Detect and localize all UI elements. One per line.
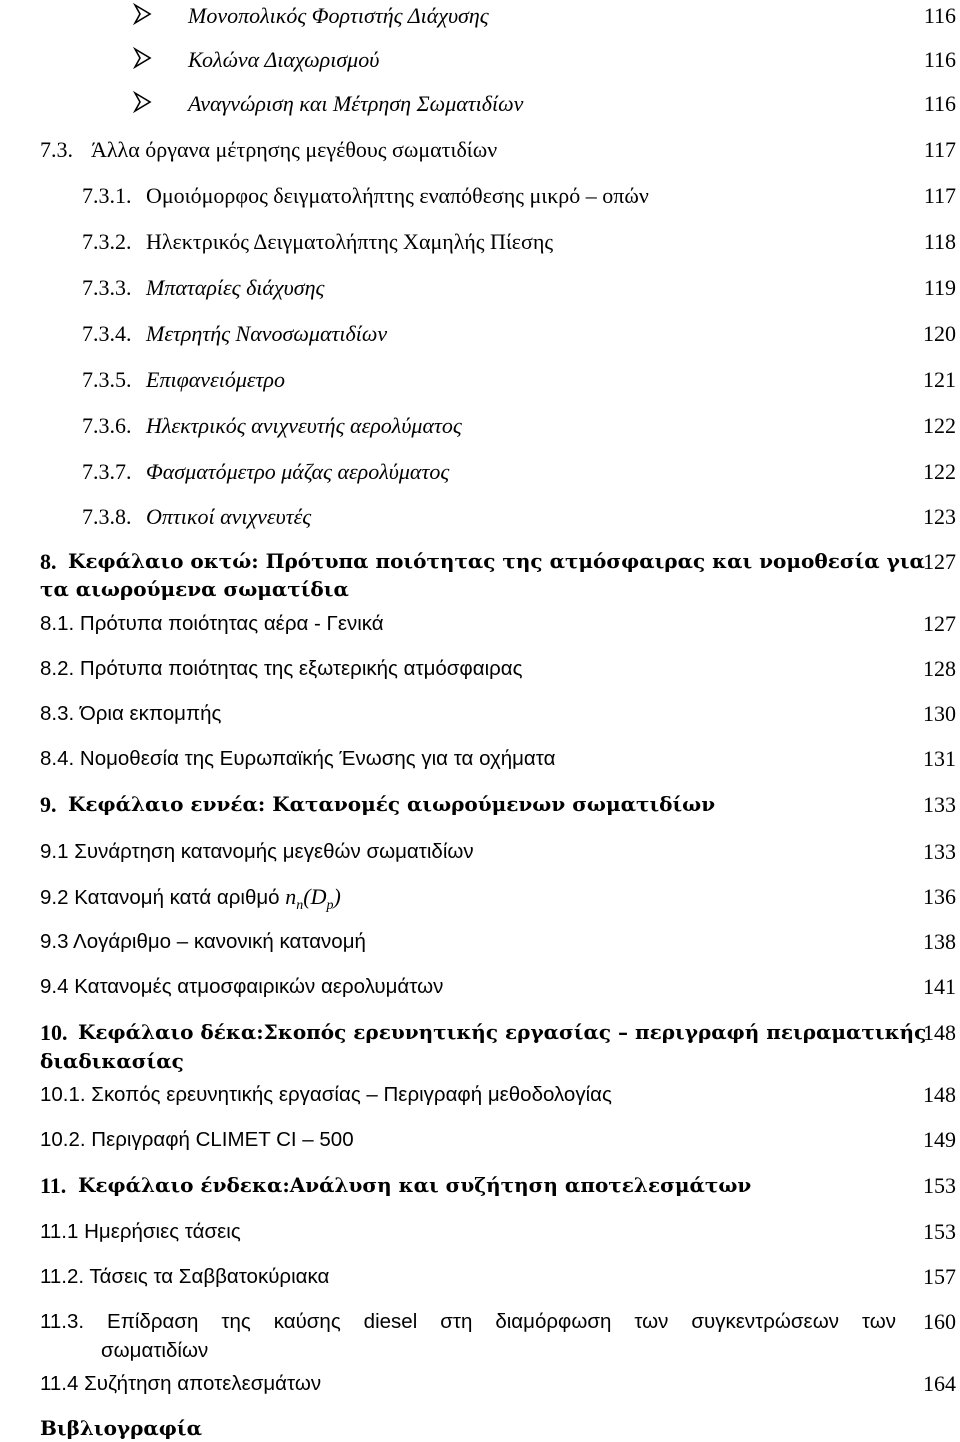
toc-page-number: 119 (923, 275, 956, 300)
toc-page-number: 116 (923, 91, 956, 116)
toc-entry-number: 7.3.1. (82, 183, 132, 208)
arrow-bullet-icon (133, 3, 153, 25)
toc-chapter-number: 8. (40, 549, 57, 574)
toc-entry-title: 11.4 Συζήτηση αποτελεσμάτων (40, 1372, 322, 1395)
toc-page-number: 122 (923, 459, 956, 484)
toc-page-number: 120 (923, 321, 956, 346)
toc-entry-title: Αναγνώριση και Μέτρηση Σωματιδίων (188, 91, 524, 116)
toc-page-number: 127 (923, 549, 956, 574)
toc-entry-number: 7.3.4. (82, 321, 132, 346)
toc-page-number: 122 (923, 413, 956, 438)
toc-chapter-title: διαδικασίας (40, 1049, 184, 1073)
toc-chapter-number: 11. (40, 1173, 67, 1198)
toc-page-number: 160 (923, 1309, 956, 1334)
toc-page-number: 153 (923, 1219, 956, 1244)
toc-entry-number: 7.3.2. (82, 229, 132, 254)
toc-page-number: 136 (923, 884, 956, 909)
toc-page-number: 128 (923, 656, 956, 681)
math-symbol-n: n (285, 884, 297, 909)
toc-page-number: 117 (923, 183, 956, 208)
toc-page-number: 118 (923, 229, 956, 254)
toc-entry-title (40, 883, 341, 919)
toc-entry-title-prefix: 9.2 Κατανομή κατά αριθμό (40, 886, 286, 909)
toc-entry-title: 10.2. Περιγραφή CLIMET CI – 500 (40, 1128, 354, 1151)
bibliography-heading: Βιβλιογραφία (40, 1416, 202, 1440)
toc-entry-title: 8.1. Πρότυπα ποιότητας αέρα - Γενικά (40, 612, 384, 635)
toc-page-number: 116 (923, 3, 956, 28)
toc-chapter-number: 10. (40, 1020, 68, 1045)
toc-page-number: 133 (923, 839, 956, 864)
toc-entry-title: 11.1 Ημερήσιες τάσεις (40, 1220, 241, 1243)
toc-chapter-title: τα αιωρούμενα σωματίδια (40, 577, 349, 601)
toc-page-number: 138 (923, 929, 956, 954)
toc-entry-number: 7.3. (40, 137, 73, 162)
toc-entry-title: Μετρητής Νανοσωματιδίων (146, 321, 388, 346)
toc-entry-title: 8.4. Νομοθεσία της Ευρωπαϊκής Ένωσης για τα οχήματα (40, 747, 556, 770)
toc-entry-title: 9.1 Συνάρτηση κατανομής μεγεθών σωματιδίων (40, 840, 474, 863)
toc-page-number: 131 (923, 746, 956, 771)
toc-page-number: 123 (923, 504, 956, 529)
toc-entry-title: Ηλεκτρικός Δειγματολήπτης Χαμηλής Πίεσης (146, 229, 554, 254)
toc-entry-title: Επιφανειόμετρο (146, 367, 285, 392)
toc-page-number: 148 (923, 1020, 956, 1045)
toc-entry-title: 11.2. Τάσεις τα Σαββατοκύριακα (40, 1265, 330, 1288)
toc-page-number: 133 (923, 792, 956, 817)
toc-entry-title: Ηλεκτρικός ανιχνευτής αερολύματος (146, 413, 462, 438)
toc-entry-title: Άλλα όργανα μέτρησης μεγέθους σωματιδίων (91, 137, 498, 162)
arrow-bullet-icon (133, 91, 153, 113)
toc-chapter-title: Κεφάλαιο οκτώ: Πρότυπα ποιότητας της ατμόσφαιρας και νομοθεσία για (68, 549, 925, 573)
toc-entry-number: 7.3.7. (82, 459, 132, 484)
toc-entry-number: 7.3.5. (82, 367, 132, 392)
toc-chapter-title: Κεφάλαιο ένδεκα:Ανάλυση και συζήτηση αποτελεσμάτων (78, 1173, 752, 1197)
toc-page-number: 157 (923, 1264, 956, 1289)
toc-entry-number: 7.3.8. (82, 504, 132, 529)
math-paren-close: ) (333, 884, 341, 909)
toc-entry-title: Κολώνα Διαχωρισμού (188, 47, 380, 72)
toc-page-number: 149 (923, 1127, 956, 1152)
toc-chapter-number: 9. (40, 792, 57, 817)
math-subscript-n: n (296, 898, 304, 914)
toc-entry-title: 9.3 Λογάριθμο – κανονική κατανομή (40, 930, 366, 953)
toc-page-number: 164 (923, 1371, 956, 1396)
toc-entry-title: σωματιδίων (101, 1339, 209, 1362)
toc-entry-title: Μπαταρίες διάχυσης (146, 275, 325, 300)
toc-entry-title: 8.3. Όρια εκπομπής (40, 702, 222, 725)
toc-entry-title: Φασματόμετρο μάζας αερολύματος (146, 459, 450, 484)
toc-page-number: 153 (923, 1173, 956, 1198)
toc-entry-title: 10.1. Σκοπός ερευνητικής εργασίας – Περιγραφή μεθοδολογίας (40, 1083, 612, 1106)
toc-page-number: 121 (923, 367, 956, 392)
toc-entry-title: Ομοιόμορφος δειγματολήπτης εναπόθεσης μικρό – οπών (146, 183, 649, 208)
toc-page-number: 141 (923, 974, 956, 999)
toc-page-number: 116 (923, 47, 956, 72)
toc-chapter-title: Κεφάλαιο εννέα: Κατανομές αιωρούμενων σωματιδίων (68, 792, 716, 816)
toc-entry-title: 9.4 Κατανομές ατμοσφαιρικών αερολυμάτων (40, 975, 444, 998)
toc-page-number: 117 (923, 137, 956, 162)
toc-entry-number: 7.3.3. (82, 275, 132, 300)
math-symbol-d: (D (303, 884, 327, 909)
toc-entry-title: Μονοπολικός Φορτιστής Διάχυσης (188, 3, 489, 28)
toc-entry-number: 7.3.6. (82, 413, 132, 438)
toc-page-number: 130 (923, 701, 956, 726)
toc-entry-title: Οπτικοί ανιχνευτές (146, 504, 312, 529)
math-subscript-p: p (326, 898, 334, 914)
toc-entry-title: 11.3. Επίδραση της καύσης diesel στη διαμόρφωση των συγκεντρώσεων των (40, 1310, 896, 1333)
toc-entry-title: 8.2. Πρότυπα ποιότητας της εξωτερικής ατμόσφαιρας (40, 657, 523, 680)
toc-chapter-title: Κεφάλαιο δέκα:Σκοπός ερευνητικής εργασίας – περιγραφή πειραματικής (78, 1020, 927, 1044)
arrow-bullet-icon (133, 47, 153, 69)
toc-page-number: 148 (923, 1082, 956, 1107)
toc-page-number: 127 (923, 611, 956, 636)
